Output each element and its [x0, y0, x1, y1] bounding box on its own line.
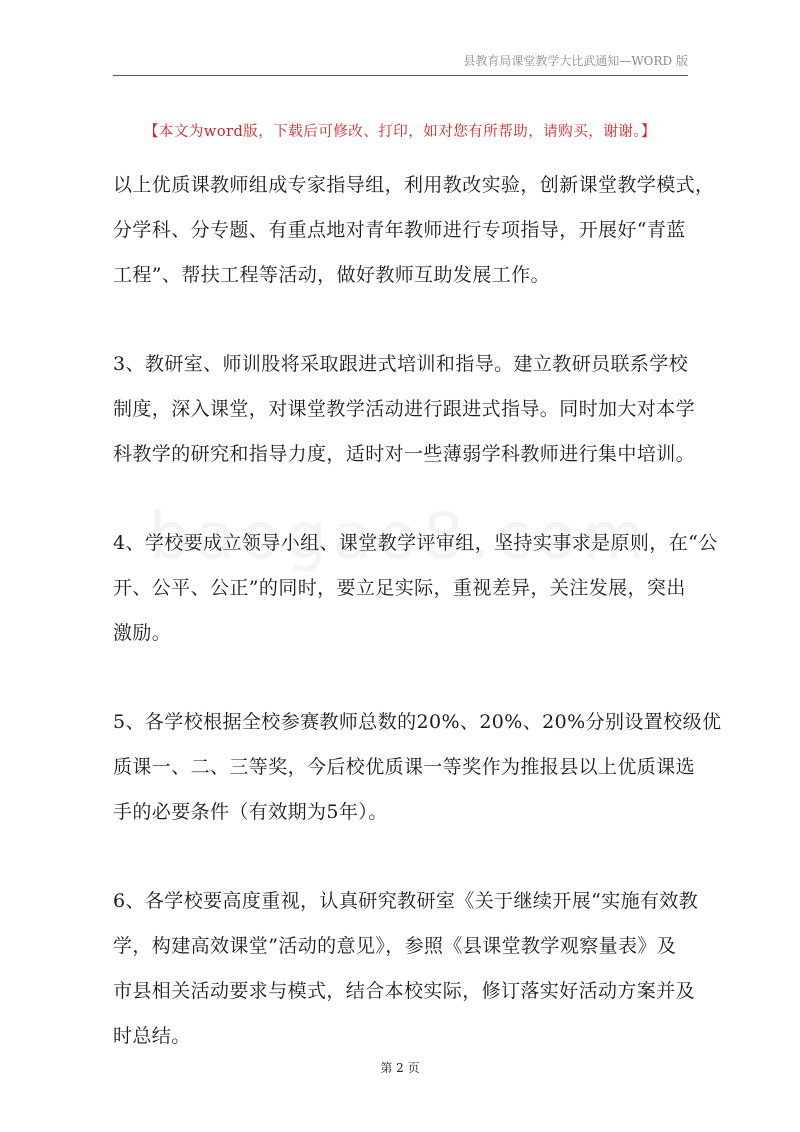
page-number: 第 2 页	[380, 1061, 420, 1075]
text-line: 学，构建高效课堂”活动的意见》，参照《县课堂教学观察量表》及	[113, 935, 677, 957]
text-line: 制度，深入课堂，对课堂教学活动进行跟进式指导。同时加大对本学	[113, 398, 696, 420]
document-body	[113, 163, 722, 1103]
text-line: 质课一、二、三等奖，今后校优质课一等奖作为推报县以上优质课选	[113, 756, 696, 778]
text-line: 市县相关活动要求与模式，结合本校实际，修订落实好活动方案并及	[113, 980, 696, 1002]
paragraph-2	[113, 342, 696, 477]
paragraph-4	[113, 700, 722, 835]
paragraph-3	[113, 521, 718, 656]
page-header-title: 县教育局课堂教学大比武通知—WORD 版	[463, 54, 688, 68]
text-line: 时总结。	[113, 1025, 191, 1047]
text-line: 4、学校要成立领导小组、课堂教学评审组，坚持实事求是原则，在“公	[113, 532, 718, 554]
header-divider	[113, 75, 688, 76]
download-notice: 【本文为word版，下载后可修改、打印，如对您有所帮助，请购买，谢谢。】	[143, 124, 657, 140]
paragraph-5	[113, 879, 699, 1059]
text-line: 分学科、分专题、有重点地对青年教师进行专项指导，开展好“青蓝	[113, 219, 686, 241]
text-line: 科教学的研究和指导力度，适时对一些薄弱学科教师进行集中培训。	[113, 443, 696, 465]
text-line: 3、教研室、师训股将采取跟进式培训和指导。建立教研员联系学校	[113, 353, 689, 375]
text-line: 以上优质课教师组成专家指导组，利用教改实验，创新课堂教学模式，	[113, 174, 715, 196]
text-line: 工程”、帮扶工程等活动，做好教师互助发展工作。	[113, 264, 550, 286]
text-line: 激励。	[113, 622, 172, 644]
paragraph-1	[113, 163, 715, 298]
text-line: 开、公平、公正”的同时，要立足实际，重视差异，关注发展，突出	[113, 577, 686, 599]
text-line: 6、各学校要高度重视，认真研究教研室《关于继续开展“实施有效教	[113, 890, 699, 912]
text-line: 5、各学校根据全校参赛教师总数的20%、20%、20%分别设置校级优	[113, 711, 722, 733]
text-line: 手的必要条件（有效期为5年）。	[113, 801, 388, 823]
